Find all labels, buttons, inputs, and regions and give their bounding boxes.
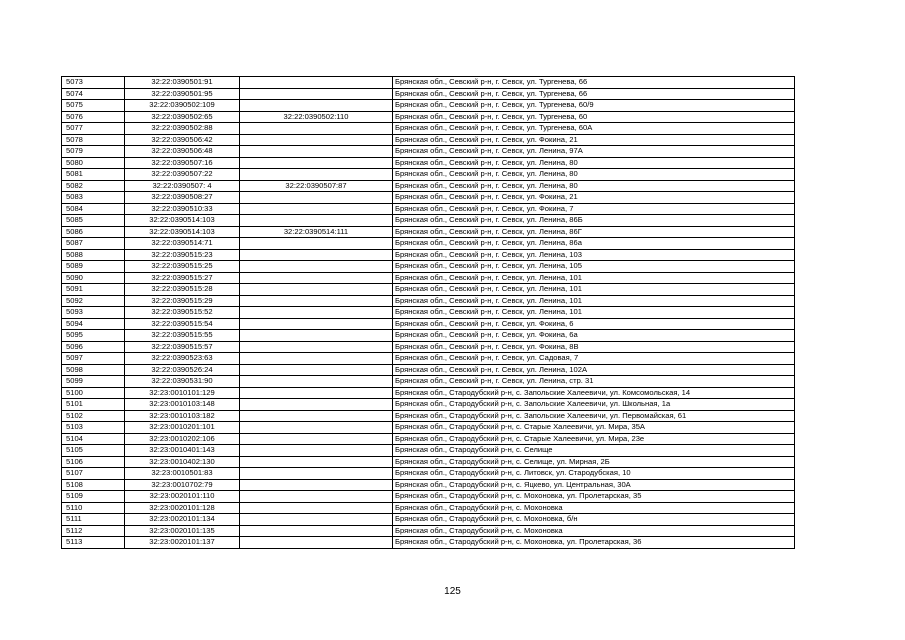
cadastral-number-cell: 32:23:0010201:101 bbox=[125, 422, 240, 434]
registry-table bbox=[61, 76, 795, 549]
address-cell: Брянская обл., Севский р-н, г. Севск, ул. Ленина, 101 bbox=[393, 295, 795, 307]
cadastral-number-cell: 32:22:0390515:29 bbox=[125, 295, 240, 307]
table-row bbox=[62, 295, 795, 307]
record-number-cell: 5080 bbox=[62, 157, 125, 169]
cadastral-number-cell: 32:22:0390526:24 bbox=[125, 364, 240, 376]
cadastral-number-cell: 32:22:0390515:23 bbox=[125, 249, 240, 261]
table-row bbox=[62, 479, 795, 491]
address-cell: Брянская обл., Севский р-н, г. Севск, ул. Ленина, 102А bbox=[393, 364, 795, 376]
previous-cadastral-number-cell bbox=[240, 433, 393, 445]
previous-cadastral-number-cell bbox=[240, 77, 393, 89]
cadastral-number-cell: 32:22:0390515:27 bbox=[125, 272, 240, 284]
record-number-cell: 5093 bbox=[62, 307, 125, 319]
table-row bbox=[62, 111, 795, 123]
record-number-cell: 5109 bbox=[62, 491, 125, 503]
record-number-cell: 5094 bbox=[62, 318, 125, 330]
address-cell: Брянская обл., Севский р-н, г. Севск, ул. Тургенева, 66 bbox=[393, 88, 795, 100]
record-number-cell: 5077 bbox=[62, 123, 125, 135]
record-number-cell: 5078 bbox=[62, 134, 125, 146]
address-cell: Брянская обл., Севский р-н, г. Севск, ул. Ленина, 86Г bbox=[393, 226, 795, 238]
table-row bbox=[62, 215, 795, 227]
record-number-cell: 5100 bbox=[62, 387, 125, 399]
cadastral-number-cell: 32:22:0390515:25 bbox=[125, 261, 240, 273]
previous-cadastral-number-cell bbox=[240, 537, 393, 549]
cadastral-number-cell: 32:22:0390507: 4 bbox=[125, 180, 240, 192]
previous-cadastral-number-cell bbox=[240, 203, 393, 215]
table-row bbox=[62, 502, 795, 514]
table-row bbox=[62, 330, 795, 342]
cadastral-number-cell: 32:22:0390502:88 bbox=[125, 123, 240, 135]
record-number-cell: 5076 bbox=[62, 111, 125, 123]
table-row bbox=[62, 387, 795, 399]
address-cell: Брянская обл., Стародубский р-н, с. Мохоновка, ул. Пролетарская, 35 bbox=[393, 491, 795, 503]
table-row bbox=[62, 169, 795, 181]
previous-cadastral-number-cell bbox=[240, 146, 393, 158]
record-number-cell: 5097 bbox=[62, 353, 125, 365]
cadastral-number-cell: 32:22:0390501:91 bbox=[125, 77, 240, 89]
table-row bbox=[62, 307, 795, 319]
cadastral-number-cell: 32:23:0020101:134 bbox=[125, 514, 240, 526]
table-row bbox=[62, 537, 795, 549]
record-number-cell: 5082 bbox=[62, 180, 125, 192]
record-number-cell: 5098 bbox=[62, 364, 125, 376]
address-cell: Брянская обл., Севский р-н, г. Севск, ул. Ленина, стр. 31 bbox=[393, 376, 795, 388]
previous-cadastral-number-cell bbox=[240, 318, 393, 330]
previous-cadastral-number-cell bbox=[240, 261, 393, 273]
record-number-cell: 5087 bbox=[62, 238, 125, 250]
previous-cadastral-number-cell bbox=[240, 134, 393, 146]
table-row bbox=[62, 192, 795, 204]
table-row bbox=[62, 123, 795, 135]
address-cell: Брянская обл., Стародубский р-н, с. Мохоновка bbox=[393, 525, 795, 537]
cadastral-number-cell: 32:22:0390501:95 bbox=[125, 88, 240, 100]
address-cell: Брянская обл., Стародубский р-н, с. Селище bbox=[393, 445, 795, 457]
previous-cadastral-number-cell bbox=[240, 376, 393, 388]
address-cell: Брянская обл., Севский р-н, г. Севск, ул. Тургенева, 66 bbox=[393, 77, 795, 89]
record-number-cell: 5104 bbox=[62, 433, 125, 445]
address-cell: Брянская обл., Севский р-н, г. Севск, ул. Ленина, 105 bbox=[393, 261, 795, 273]
record-number-cell: 5106 bbox=[62, 456, 125, 468]
address-cell: Брянская обл., Севский р-н, г. Севск, ул. Тургенева, 60 bbox=[393, 111, 795, 123]
cadastral-number-cell: 32:22:0390531:90 bbox=[125, 376, 240, 388]
record-number-cell: 5096 bbox=[62, 341, 125, 353]
record-number-cell: 5089 bbox=[62, 261, 125, 273]
cadastral-number-cell: 32:23:0020101:135 bbox=[125, 525, 240, 537]
record-number-cell: 5095 bbox=[62, 330, 125, 342]
table-row bbox=[62, 180, 795, 192]
cadastral-number-cell: 32:22:0390515:55 bbox=[125, 330, 240, 342]
address-cell: Брянская обл., Севский р-н, г. Севск, ул. Ленина, 101 bbox=[393, 307, 795, 319]
previous-cadastral-number-cell bbox=[240, 445, 393, 457]
cadastral-number-cell: 32:22:0390502:65 bbox=[125, 111, 240, 123]
previous-cadastral-number-cell bbox=[240, 295, 393, 307]
table-row bbox=[62, 249, 795, 261]
address-cell: Брянская обл., Севский р-н, г. Севск, ул. Фокина, 7 bbox=[393, 203, 795, 215]
address-cell: Брянская обл., Стародубский р-н, с. Селище, ул. Мирная, 2Б bbox=[393, 456, 795, 468]
address-cell: Брянская обл., Севский р-н, г. Севск, ул. Ленина, 86Б bbox=[393, 215, 795, 227]
cadastral-number-cell: 32:22:0390507:22 bbox=[125, 169, 240, 181]
table-row bbox=[62, 318, 795, 330]
table-row bbox=[62, 376, 795, 388]
cadastral-number-cell: 32:22:0390514:103 bbox=[125, 226, 240, 238]
previous-cadastral-number-cell bbox=[240, 192, 393, 204]
previous-cadastral-number-cell bbox=[240, 422, 393, 434]
cadastral-number-cell: 32:23:0010103:148 bbox=[125, 399, 240, 411]
registry-table-body bbox=[62, 77, 795, 549]
address-cell: Брянская обл., Севский р-н, г. Севск, ул. Фокина, 6 bbox=[393, 318, 795, 330]
record-number-cell: 5107 bbox=[62, 468, 125, 480]
cadastral-number-cell: 32:22:0390506:42 bbox=[125, 134, 240, 146]
table-row bbox=[62, 399, 795, 411]
record-number-cell: 5088 bbox=[62, 249, 125, 261]
cadastral-number-cell: 32:22:0390515:52 bbox=[125, 307, 240, 319]
address-cell: Брянская обл., Стародубский р-н, с. Запольские Халеевичи, ул. Школьная, 1а bbox=[393, 399, 795, 411]
table-row bbox=[62, 353, 795, 365]
record-number-cell: 5092 bbox=[62, 295, 125, 307]
record-number-cell: 5099 bbox=[62, 376, 125, 388]
cadastral-number-cell: 32:23:0010702:79 bbox=[125, 479, 240, 491]
previous-cadastral-number-cell bbox=[240, 387, 393, 399]
table-row bbox=[62, 468, 795, 480]
previous-cadastral-number-cell bbox=[240, 330, 393, 342]
record-number-cell: 5079 bbox=[62, 146, 125, 158]
page-number: 125 bbox=[444, 586, 461, 597]
table-row bbox=[62, 203, 795, 215]
previous-cadastral-number-cell bbox=[240, 410, 393, 422]
record-number-cell: 5110 bbox=[62, 502, 125, 514]
previous-cadastral-number-cell bbox=[240, 284, 393, 296]
cadastral-number-cell: 32:22:0390514:103 bbox=[125, 215, 240, 227]
record-number-cell: 5075 bbox=[62, 100, 125, 112]
previous-cadastral-number-cell bbox=[240, 468, 393, 480]
previous-cadastral-number-cell bbox=[240, 238, 393, 250]
table-row bbox=[62, 445, 795, 457]
table-row bbox=[62, 364, 795, 376]
address-cell: Брянская обл., Стародубский р-н, с. Яцкево, ул. Центральная, 30А bbox=[393, 479, 795, 491]
address-cell: Брянская обл., Стародубский р-н, с. Мохоновка, б/н bbox=[393, 514, 795, 526]
record-number-cell: 5073 bbox=[62, 77, 125, 89]
cadastral-number-cell: 32:23:0020101:110 bbox=[125, 491, 240, 503]
record-number-cell: 5086 bbox=[62, 226, 125, 238]
previous-cadastral-number-cell bbox=[240, 169, 393, 181]
table-row bbox=[62, 238, 795, 250]
table-row bbox=[62, 261, 795, 273]
previous-cadastral-number-cell bbox=[240, 399, 393, 411]
address-cell: Брянская обл., Стародубский р-н, с. Запольские Халеевичи, ул. Комсомольская, 14 bbox=[393, 387, 795, 399]
address-cell: Брянская обл., Стародубский р-н, с. Мохоновка bbox=[393, 502, 795, 514]
previous-cadastral-number-cell bbox=[240, 88, 393, 100]
table-row bbox=[62, 88, 795, 100]
table-row bbox=[62, 284, 795, 296]
cadastral-number-cell: 32:22:0390508:27 bbox=[125, 192, 240, 204]
previous-cadastral-number-cell bbox=[240, 307, 393, 319]
cadastral-number-cell: 32:22:0390515:28 bbox=[125, 284, 240, 296]
table-row bbox=[62, 134, 795, 146]
record-number-cell: 5102 bbox=[62, 410, 125, 422]
address-cell: Брянская обл., Стародубский р-н, с. Мохоновка, ул. Пролетарская, 36 bbox=[393, 537, 795, 549]
cadastral-number-cell: 32:22:0390510:33 bbox=[125, 203, 240, 215]
previous-cadastral-number-cell bbox=[240, 364, 393, 376]
address-cell: Брянская обл., Севский р-н, г. Севск, ул. Фокина, 21 bbox=[393, 134, 795, 146]
record-number-cell: 5081 bbox=[62, 169, 125, 181]
record-number-cell: 5108 bbox=[62, 479, 125, 491]
address-cell: Брянская обл., Стародубский р-н, с. Старые Халеевичи, ул. Мира, 23е bbox=[393, 433, 795, 445]
previous-cadastral-number-cell bbox=[240, 157, 393, 169]
record-number-cell: 5074 bbox=[62, 88, 125, 100]
table-row bbox=[62, 525, 795, 537]
cadastral-number-cell: 32:23:0010501:83 bbox=[125, 468, 240, 480]
cadastral-number-cell: 32:23:0010402:130 bbox=[125, 456, 240, 468]
record-number-cell: 5111 bbox=[62, 514, 125, 526]
table-row bbox=[62, 491, 795, 503]
table-row bbox=[62, 422, 795, 434]
table-row bbox=[62, 514, 795, 526]
cadastral-number-cell: 32:23:0010103:182 bbox=[125, 410, 240, 422]
previous-cadastral-number-cell bbox=[240, 456, 393, 468]
address-cell: Брянская обл., Севский р-н, г. Севск, ул. Ленина, 86а bbox=[393, 238, 795, 250]
previous-cadastral-number-cell bbox=[240, 215, 393, 227]
previous-cadastral-number-cell bbox=[240, 514, 393, 526]
cadastral-number-cell: 32:22:0390515:54 bbox=[125, 318, 240, 330]
address-cell: Брянская обл., Севский р-н, г. Севск, ул. Ленина, 80 bbox=[393, 180, 795, 192]
address-cell: Брянская обл., Стародубский р-н, с. Запольские Халеевичи, ул. Первомайская, 61 bbox=[393, 410, 795, 422]
previous-cadastral-number-cell bbox=[240, 272, 393, 284]
cadastral-number-cell: 32:22:0390506:48 bbox=[125, 146, 240, 158]
address-cell: Брянская обл., Севский р-н, г. Севск, ул. Фокина, 6а bbox=[393, 330, 795, 342]
previous-cadastral-number-cell bbox=[240, 353, 393, 365]
previous-cadastral-number-cell bbox=[240, 525, 393, 537]
table-row bbox=[62, 146, 795, 158]
previous-cadastral-number-cell bbox=[240, 502, 393, 514]
cadastral-number-cell: 32:22:0390507:16 bbox=[125, 157, 240, 169]
cadastral-number-cell: 32:22:0390502:109 bbox=[125, 100, 240, 112]
table-row bbox=[62, 272, 795, 284]
table-row bbox=[62, 433, 795, 445]
address-cell: Брянская обл., Севский р-н, г. Севск, ул. Ленина, 80 bbox=[393, 169, 795, 181]
previous-cadastral-number-cell bbox=[240, 249, 393, 261]
cadastral-number-cell: 32:23:0020101:137 bbox=[125, 537, 240, 549]
cadastral-number-cell: 32:23:0010401:143 bbox=[125, 445, 240, 457]
previous-cadastral-number-cell: 32:22:0390514:111 bbox=[240, 226, 393, 238]
record-number-cell: 5083 bbox=[62, 192, 125, 204]
record-number-cell: 5101 bbox=[62, 399, 125, 411]
address-cell: Брянская обл., Севский р-н, г. Севск, ул. Садовая, 7 bbox=[393, 353, 795, 365]
address-cell: Брянская обл., Стародубский р-н, с. Литовск, ул. Стародубская, 10 bbox=[393, 468, 795, 480]
address-cell: Брянская обл., Севский р-н, г. Севск, ул. Фокина, 21 bbox=[393, 192, 795, 204]
address-cell: Брянская обл., Севский р-н, г. Севск, ул. Ленина, 80 bbox=[393, 157, 795, 169]
address-cell: Брянская обл., Стародубский р-н, с. Старые Халеевичи, ул. Мира, 35А bbox=[393, 422, 795, 434]
previous-cadastral-number-cell bbox=[240, 100, 393, 112]
table-row bbox=[62, 77, 795, 89]
record-number-cell: 5105 bbox=[62, 445, 125, 457]
previous-cadastral-number-cell bbox=[240, 341, 393, 353]
record-number-cell: 5090 bbox=[62, 272, 125, 284]
address-cell: Брянская обл., Севский р-н, г. Севск, ул. Тургенева, 60/9 bbox=[393, 100, 795, 112]
table-row bbox=[62, 456, 795, 468]
previous-cadastral-number-cell bbox=[240, 491, 393, 503]
cadastral-number-cell: 32:23:0010101:129 bbox=[125, 387, 240, 399]
record-number-cell: 5103 bbox=[62, 422, 125, 434]
address-cell: Брянская обл., Севский р-н, г. Севск, ул. Ленина, 97А bbox=[393, 146, 795, 158]
cadastral-number-cell: 32:22:0390514:71 bbox=[125, 238, 240, 250]
address-cell: Брянская обл., Севский р-н, г. Севск, ул. Ленина, 101 bbox=[393, 284, 795, 296]
cadastral-number-cell: 32:22:0390523:63 bbox=[125, 353, 240, 365]
cadastral-number-cell: 32:23:0020101:128 bbox=[125, 502, 240, 514]
address-cell: Брянская обл., Севский р-н, г. Севск, ул. Ленина, 103 bbox=[393, 249, 795, 261]
table-row bbox=[62, 410, 795, 422]
cadastral-number-cell: 32:22:0390515:57 bbox=[125, 341, 240, 353]
address-cell: Брянская обл., Севский р-н, г. Севск, ул. Фокина, 8В bbox=[393, 341, 795, 353]
cadastral-number-cell: 32:23:0010202:106 bbox=[125, 433, 240, 445]
previous-cadastral-number-cell: 32:22:0390507:87 bbox=[240, 180, 393, 192]
previous-cadastral-number-cell: 32:22:0390502:110 bbox=[240, 111, 393, 123]
address-cell: Брянская обл., Севский р-н, г. Севск, ул. Тургенева, 60А bbox=[393, 123, 795, 135]
address-cell: Брянская обл., Севский р-н, г. Севск, ул. Ленина, 101 bbox=[393, 272, 795, 284]
record-number-cell: 5113 bbox=[62, 537, 125, 549]
table-row bbox=[62, 157, 795, 169]
table-row bbox=[62, 341, 795, 353]
record-number-cell: 5112 bbox=[62, 525, 125, 537]
previous-cadastral-number-cell bbox=[240, 479, 393, 491]
table-row bbox=[62, 100, 795, 112]
record-number-cell: 5091 bbox=[62, 284, 125, 296]
record-number-cell: 5085 bbox=[62, 215, 125, 227]
previous-cadastral-number-cell bbox=[240, 123, 393, 135]
table-row bbox=[62, 226, 795, 238]
record-number-cell: 5084 bbox=[62, 203, 125, 215]
